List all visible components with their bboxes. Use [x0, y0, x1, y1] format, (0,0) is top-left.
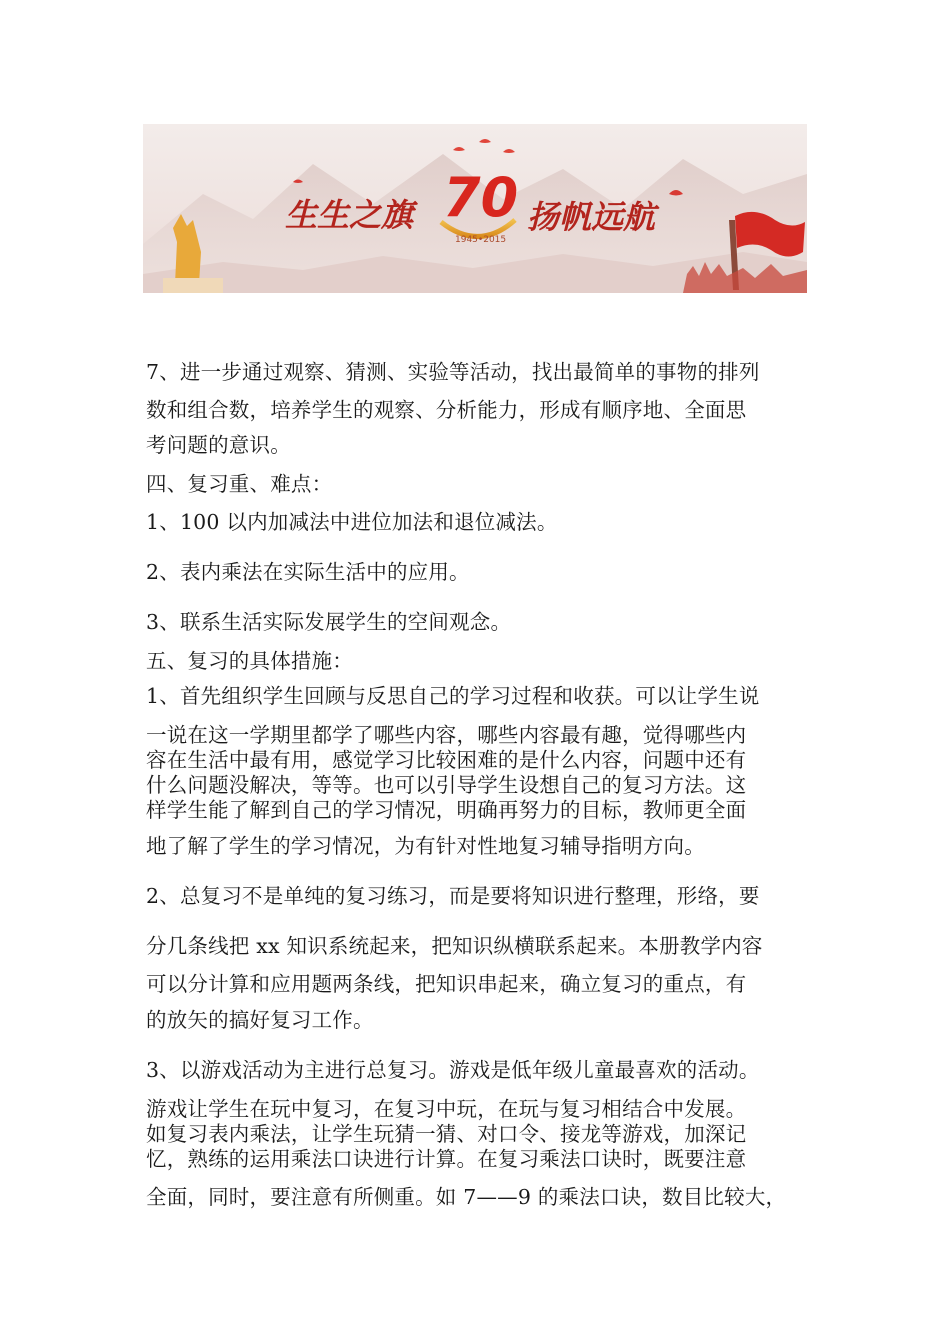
header-banner: [143, 124, 807, 293]
text-line: 2、总复习不是单纯的复习练习，而是要将知识进行整理，形络，要: [146, 884, 760, 908]
text-line: 什么问题没解决，等等。也可以引导学生设想自己的复习方法。这: [146, 773, 747, 797]
text-line: 3、联系生活实际发展学生的空间观念。: [146, 610, 512, 634]
text-line: 全面，同时，要注意有所侧重。如 7——9 的乘法口诀，数目比较大，: [146, 1185, 787, 1209]
text-line: 可以分计算和应用题两条线，把知识串起来，确立复习的重点，有: [146, 972, 747, 996]
dove-icon: [479, 139, 491, 143]
text-line: 1、首先组织学生回顾与反思自己的学习过程和收获。可以让学生说: [146, 684, 760, 708]
text-line: 样学生能了解到自己的学习情况，明确再努力的目标，教师更全面: [146, 798, 747, 822]
text-line: 一说在这一学期里都学了哪些内容，哪些内容最有趣，觉得哪些内: [146, 723, 747, 747]
text-line: 忆，熟练的运用乘法口诀进行计算。在复习乘法口诀时，既要注意: [146, 1147, 747, 1171]
text-line: 7、进一步通过观察、猜测、实验等活动，找出最简单的事物的排列: [146, 360, 760, 384]
text-line: 考问题的意识。: [146, 433, 291, 457]
text-line: 1、100 以内加减法中进位加法和退位减法。: [146, 510, 558, 534]
text-line: 分几条线把 xx 知识系统起来，把知识纵横联系起来。本册教学内容: [146, 934, 763, 958]
emblem-years: 1945•2015: [455, 235, 507, 245]
text-line: 容在生活中最有用，感觉学习比较困难的是什么内容，问题中还有: [146, 748, 747, 772]
dove-icon: [503, 149, 515, 153]
banner-artwork: [143, 124, 807, 293]
dove-icon: [453, 147, 465, 151]
text-line: 如复习表内乘法，让学生玩猜一猜、对口令、接龙等游戏，加深记: [146, 1122, 747, 1146]
left-slogan: 生生之旗: [285, 196, 414, 234]
right-slogan: 扬帆远航: [527, 198, 656, 236]
text-line: 3、以游戏活动为主进行总复习。游戏是低年级儿童最喜欢的活动。: [146, 1058, 760, 1082]
emblem-number: 70: [443, 166, 519, 229]
statue-base: [163, 278, 223, 293]
text-line: 数和组合数，培养学生的观察、分析能力，形成有顺序地、全面思: [146, 398, 747, 422]
text-line: 2、表内乘法在实际生活中的应用。: [146, 560, 470, 584]
text-line: 地了解了学生的学习情况，为有针对性地复习辅导指明方向。: [146, 834, 705, 858]
text-line: 游戏让学生在玩中复习，在复习中玩，在玩与复习相结合中发展。: [146, 1097, 747, 1121]
section-heading: 四、复习重、难点：: [146, 472, 333, 496]
text-line: 的放矢的搞好复习工作。: [146, 1008, 374, 1032]
section-heading: 五、复习的具体措施：: [146, 649, 353, 673]
